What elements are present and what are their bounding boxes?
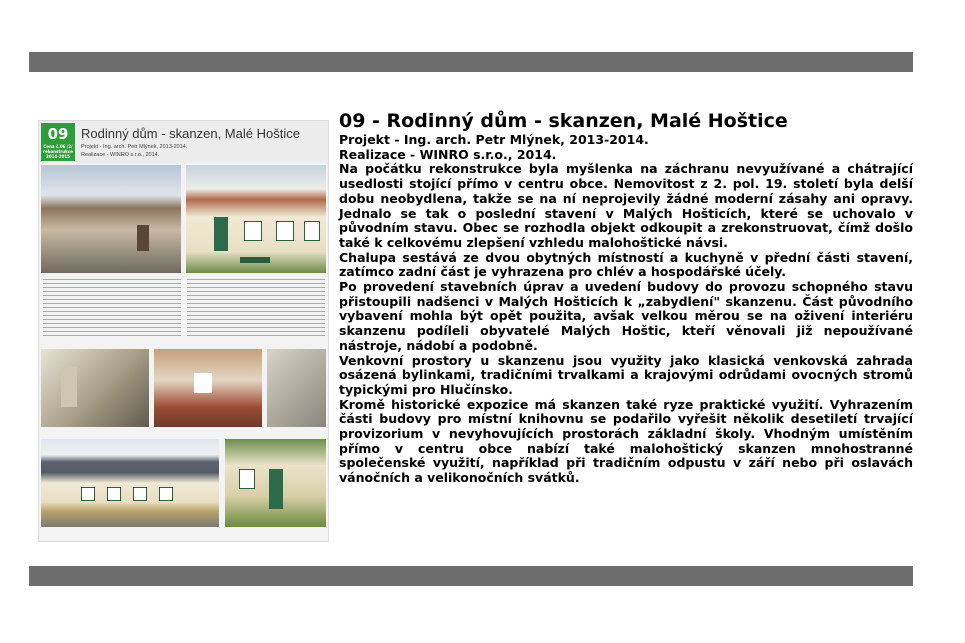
photo-house-before	[41, 165, 181, 273]
panel-project-line: Projekt - Ing. arch. Petr Mlýnek, 2013-2014.	[81, 144, 188, 150]
article-project: Projekt - Ing. arch. Petr Mlýnek, 2013-2014.	[339, 132, 649, 147]
article-paragraph-4: Venkovní prostory u skanzenu jsou využity jako klasická venkovská zahrada osázená bylinkami, tradičními trvalkami a krajovými odrůdami ovocných stromů typickými pro Hlučínsko.	[339, 352, 913, 397]
top-gray-bar	[29, 52, 913, 72]
photo-house-exterior	[41, 439, 219, 527]
panel-number: 09	[47, 125, 69, 143]
article-paragraph-5: Kromě historické expozice má skanzen také ryze praktické využití. Vyhrazením části budovy pro místní knihovnu se podařilo vyřešit několik desetiletí trvající provizorium v nevyhovujících prostorách základní školy. Vhodným umístěním přímo v centru obce nabízí také malohoštický skanzen mnohostranné společenské využití, například při tradičním odpustu v září nebo při oslavách vánočních a velikonočních svátků.	[339, 396, 913, 486]
bottom-gray-bar	[29, 566, 913, 586]
photo-interior-kitchen	[154, 349, 262, 427]
panel-number-sub-1: Cena č.06 /2/	[43, 144, 73, 149]
panel-number-subtitle	[41, 144, 75, 159]
panel-thumbnail[interactable]	[38, 120, 329, 542]
panel-number-sub-3: 2014-2015	[46, 154, 70, 159]
article-title: 09 - Rodinný dům - skanzen, Malé Hoštice	[339, 110, 788, 132]
article-paragraph-3: Po provedení stavebních úprav a uvedení budovy do provozu schopného stavu přistoupili nadšenci v Malých Hošticích k „zabydlení" skanzenu. Část původního vybavení mohla být opět použita, avšak velkou měrou se na oživení interiéru skanzenu podíleli obyvatelé Malých Hoštic, kteří věnovali již nepoužívané nástroje, nádobí a podobně.	[339, 279, 913, 353]
panel-header	[39, 121, 328, 163]
article-paragraph-2: Chalupa sestává ze dvou obytných místností a kuchyně v přední části stavení, zatímco zadní část je vyhrazena pro chlév a hospodářské účely.	[339, 249, 913, 280]
panel-number-sub-2: rekonstrukce	[43, 149, 73, 154]
article	[339, 110, 913, 486]
photo-house-after	[186, 165, 326, 273]
photo-interior-room	[41, 349, 149, 427]
article-paragraph-1: Na počátku rekonstrukce byla myšlenka na záchranu nevyužívané a chátrající usedlosti stojící přímo v centru obce. Nemovitost z 2. pol. 19. století byla delší dobu neobydlena, takže se na ní neprojevily žádné moderní zásahy ani opravy. Jednalo se tak o poslední stavení v Malých Hošticích, které se uchovalo v původním stavu. Obec se rozhodla objekt odkoupit a zrekonstruovat, čímž došlo také k celkovému zlepšení vzhledu malohoštické návsi.	[339, 161, 913, 250]
panel-text-column-left	[43, 279, 181, 339]
photo-house-detail	[225, 439, 326, 527]
panel-text-column-right	[187, 279, 325, 339]
photo-interior-stove	[267, 349, 326, 427]
panel-number-badge	[41, 123, 75, 161]
panel-realization-line: Realizace - WINRO s.r.o., 2014.	[81, 152, 160, 158]
panel-title: Rodinný dům - skanzen, Malé Hoštice	[81, 126, 300, 141]
article-realization: Realizace - WINRO s.r.o., 2014.	[339, 146, 557, 162]
